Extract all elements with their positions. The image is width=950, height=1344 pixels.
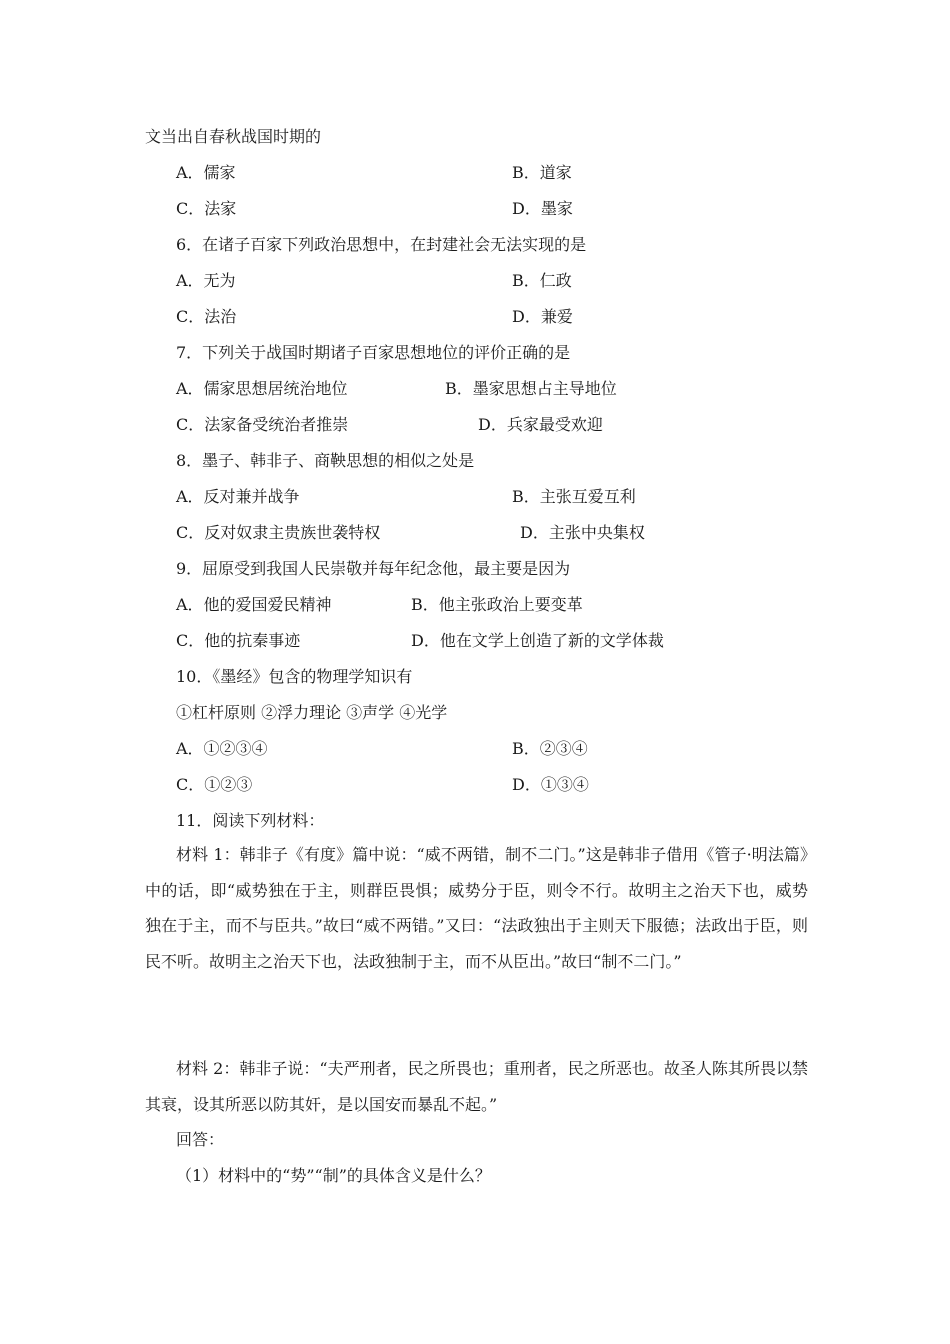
q9-option-d: D．他在文学上创造了新的文学体裁	[411, 631, 664, 650]
q5-option-b: B．道家	[512, 163, 572, 182]
question-11-stem: 11．阅读下列材料：	[176, 811, 325, 830]
q7-option-b: B．墨家思想占主导地位	[445, 379, 617, 398]
q6-option-a: A．无为	[176, 271, 236, 290]
answer-label: 回答：	[176, 1130, 225, 1149]
q7-option-a: A．儒家思想居统治地位	[176, 379, 348, 398]
q6-option-c: C．法治	[176, 307, 237, 326]
sub-question-1: （1）材料中的“势”“制”的具体含义是什么？	[176, 1166, 491, 1185]
q5-option-a: A．儒家	[176, 163, 236, 182]
question-6-stem: 6．在诸子百家下列政治思想中，在封建社会无法实现的是	[176, 235, 587, 254]
q9-option-c: C．他的抗秦事迹	[176, 631, 301, 650]
q5-option-c: C．法家	[176, 199, 237, 218]
q9-option-a: A．他的爱国爱民精神	[176, 595, 332, 614]
question-8-stem: 8．墨子、韩非子、商鞅思想的相似之处是	[176, 451, 475, 470]
q10-option-a: A．①②③④	[176, 739, 268, 758]
q5-option-d: D．墨家	[512, 199, 573, 218]
q10-items: ①杠杆原则 ②浮力理论 ③声学 ④光学	[176, 703, 448, 722]
q8-option-b: B．主张互爱互利	[512, 487, 636, 506]
q9-option-b: B．他主张政治上要变革	[411, 595, 583, 614]
q6-option-b: B．仁政	[512, 271, 572, 290]
question-9-stem: 9．屈原受到我国人民崇敬并每年纪念他，最主要是因为	[176, 559, 571, 578]
q6-option-d: D．兼爱	[512, 307, 573, 326]
q8-option-a: A．反对兼并战争	[176, 487, 300, 506]
question-10-stem: 10．《墨经》包含的物理学知识有	[176, 667, 413, 686]
q10-option-d: D．①③④	[512, 775, 589, 794]
q8-option-d: D．主张中央集权	[520, 523, 645, 542]
question-7-stem: 7．下列关于战国时期诸子百家思想地位的评价正确的是	[176, 343, 571, 362]
question-5-stem-tail: 文当出自春秋战国时期的	[145, 127, 322, 146]
material-1: 材料 1：韩非子《有度》篇中说：“威不两错，制不二门。”这是韩非子借用《管子·明法篇》中的话，即“威势独在于主，则群臣畏惧；威势分于臣，则令不行。故明主之治天下也，威势独在于主，而不与臣共。”故曰“威不两错。”又曰：“法政独出于主则天下服德；法政出于臣，则民不听。故明主之治天下也，法政独制于主，而不从臣出。”故曰“制不二门。”	[145, 845, 808, 971]
q7-option-d: D．兵家最受欢迎	[478, 415, 603, 434]
material-2: 材料 2：韩非子说：“夫严刑者，民之所畏也；重刑者，民之所恶也。故圣人陈其所畏以禁其衰，设其所恶以防其奸，是以国安而暴乱不起。”	[145, 1059, 808, 1114]
q10-option-b: B．②③④	[512, 739, 588, 758]
q10-option-c: C．①②③	[176, 775, 253, 794]
q7-option-c: C．法家备受统治者推崇	[176, 415, 349, 434]
q8-option-c: C．反对奴隶主贵族世袭特权	[176, 523, 381, 542]
